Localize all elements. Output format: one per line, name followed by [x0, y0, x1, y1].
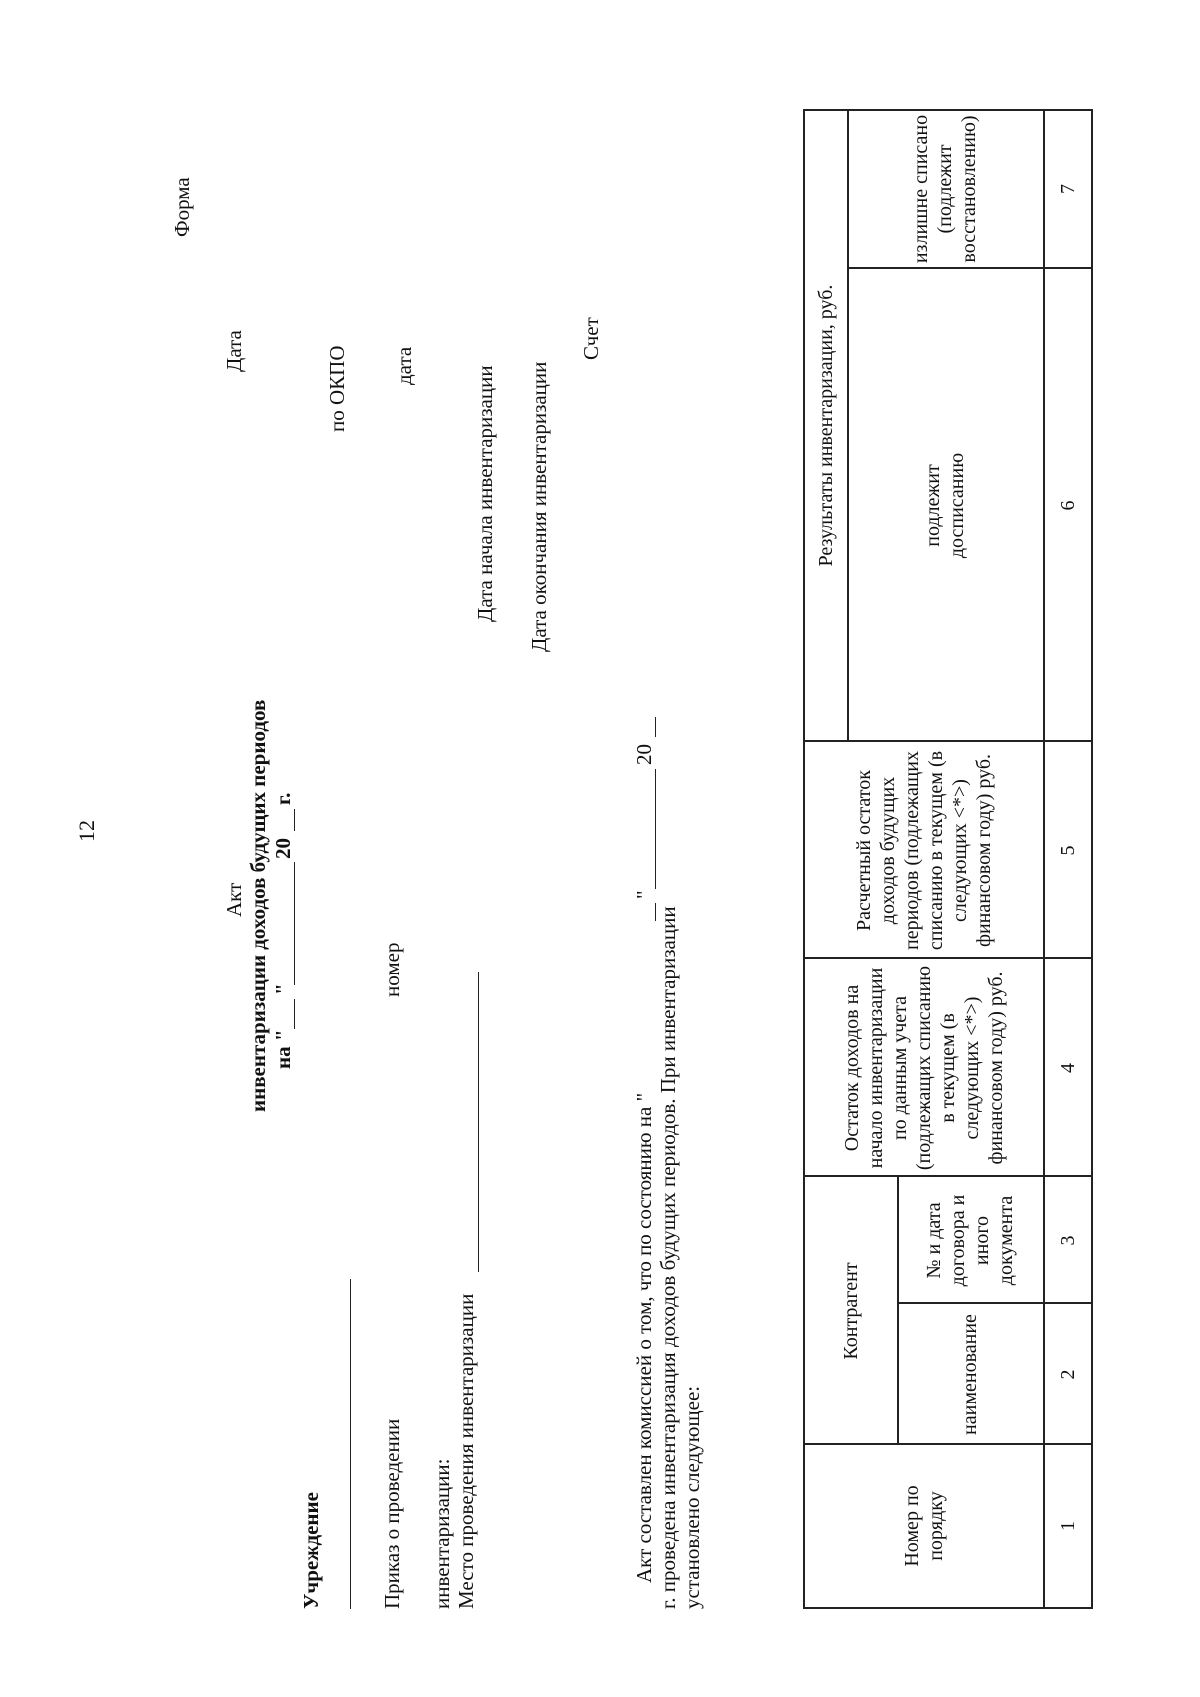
- col-number-3: 3: [1057, 1235, 1079, 1246]
- title-year-blank: [294, 809, 295, 831]
- statement-year-blank: [655, 717, 656, 737]
- col-number-4: 4: [1057, 1063, 1079, 1073]
- inventory-end-label: Дата окончания инвентаризации: [527, 361, 551, 652]
- institution-underline: [350, 1279, 351, 1609]
- inventory-table: [803, 109, 1093, 1609]
- title-date-prefix: на ": [271, 1029, 295, 1069]
- form-label: Форма: [170, 177, 194, 237]
- title-month-blank: [294, 862, 295, 985]
- header-to-write-off: подлежит досписанию: [922, 452, 968, 559]
- header-row-number: Номер по порядку: [901, 1485, 947, 1567]
- order-date-label: дата: [392, 346, 416, 385]
- place-underline: [478, 972, 479, 1272]
- header-name: наименование: [959, 1314, 981, 1435]
- order-label: Приказ о проведении: [380, 1418, 404, 1609]
- statement-month-blank: [655, 769, 656, 889]
- page-number: 12: [74, 820, 99, 842]
- title-date-quote: ": [271, 983, 295, 995]
- title-day-blank: [294, 999, 295, 1029]
- col-number-1: 1: [1057, 1521, 1079, 1531]
- statement-year: 20: [632, 744, 656, 765]
- col-number-6: 6: [1057, 500, 1079, 511]
- header-contractor: Контрагент: [840, 1262, 862, 1360]
- header-over-written-off: излишне списано (подлежит восстановлению): [910, 114, 980, 264]
- header-opening-balance: Остаток доходов на начало инвентаризации по данным учета (подлежащих списанию в текущем (в следующих <*>) финансовом году) руб.: [841, 965, 1007, 1171]
- account-label: Счет: [579, 317, 603, 360]
- col-number-5: 5: [1057, 845, 1079, 856]
- title-main: инвентаризации доходов будущих периодов: [246, 699, 270, 1112]
- order-label-cont: инвентаризации:: [430, 1458, 454, 1609]
- header-calculated-balance: Расчетный остаток доходов будущих периодов (подлежащих списанию в текущем (в следующих <*>) финансовом году) руб.: [853, 750, 995, 951]
- statement-line3: установлено следующее:: [680, 1385, 704, 1609]
- inventory-start-label: Дата начала инвентаризации: [473, 365, 497, 622]
- statement-quote: ": [632, 890, 656, 899]
- institution-label: Учреждение: [299, 1492, 323, 1609]
- header-contract-doc: № и дата договора и иного документа: [923, 1194, 1017, 1287]
- order-number-label: номер: [380, 942, 404, 997]
- header-results: Результаты инвентаризации, руб.: [815, 284, 837, 567]
- col-number-7: 7: [1057, 184, 1079, 194]
- place-label: Место проведения инвентаризации: [454, 1293, 478, 1609]
- statement-line2: г. проведена инвентаризация доходов будущих периодов. При инвентаризации: [656, 906, 680, 1609]
- statement-line1: Акт составлен комиссией о том, что по состоянию на ": [632, 1092, 656, 1583]
- title-act: Акт: [222, 882, 246, 917]
- okpo-label: по ОКПО: [325, 345, 349, 432]
- col-number-2: 2: [1057, 1369, 1079, 1380]
- title-year: 20: [271, 838, 295, 859]
- title-year-suffix: г.: [271, 792, 295, 805]
- date-label: Дата: [222, 330, 246, 372]
